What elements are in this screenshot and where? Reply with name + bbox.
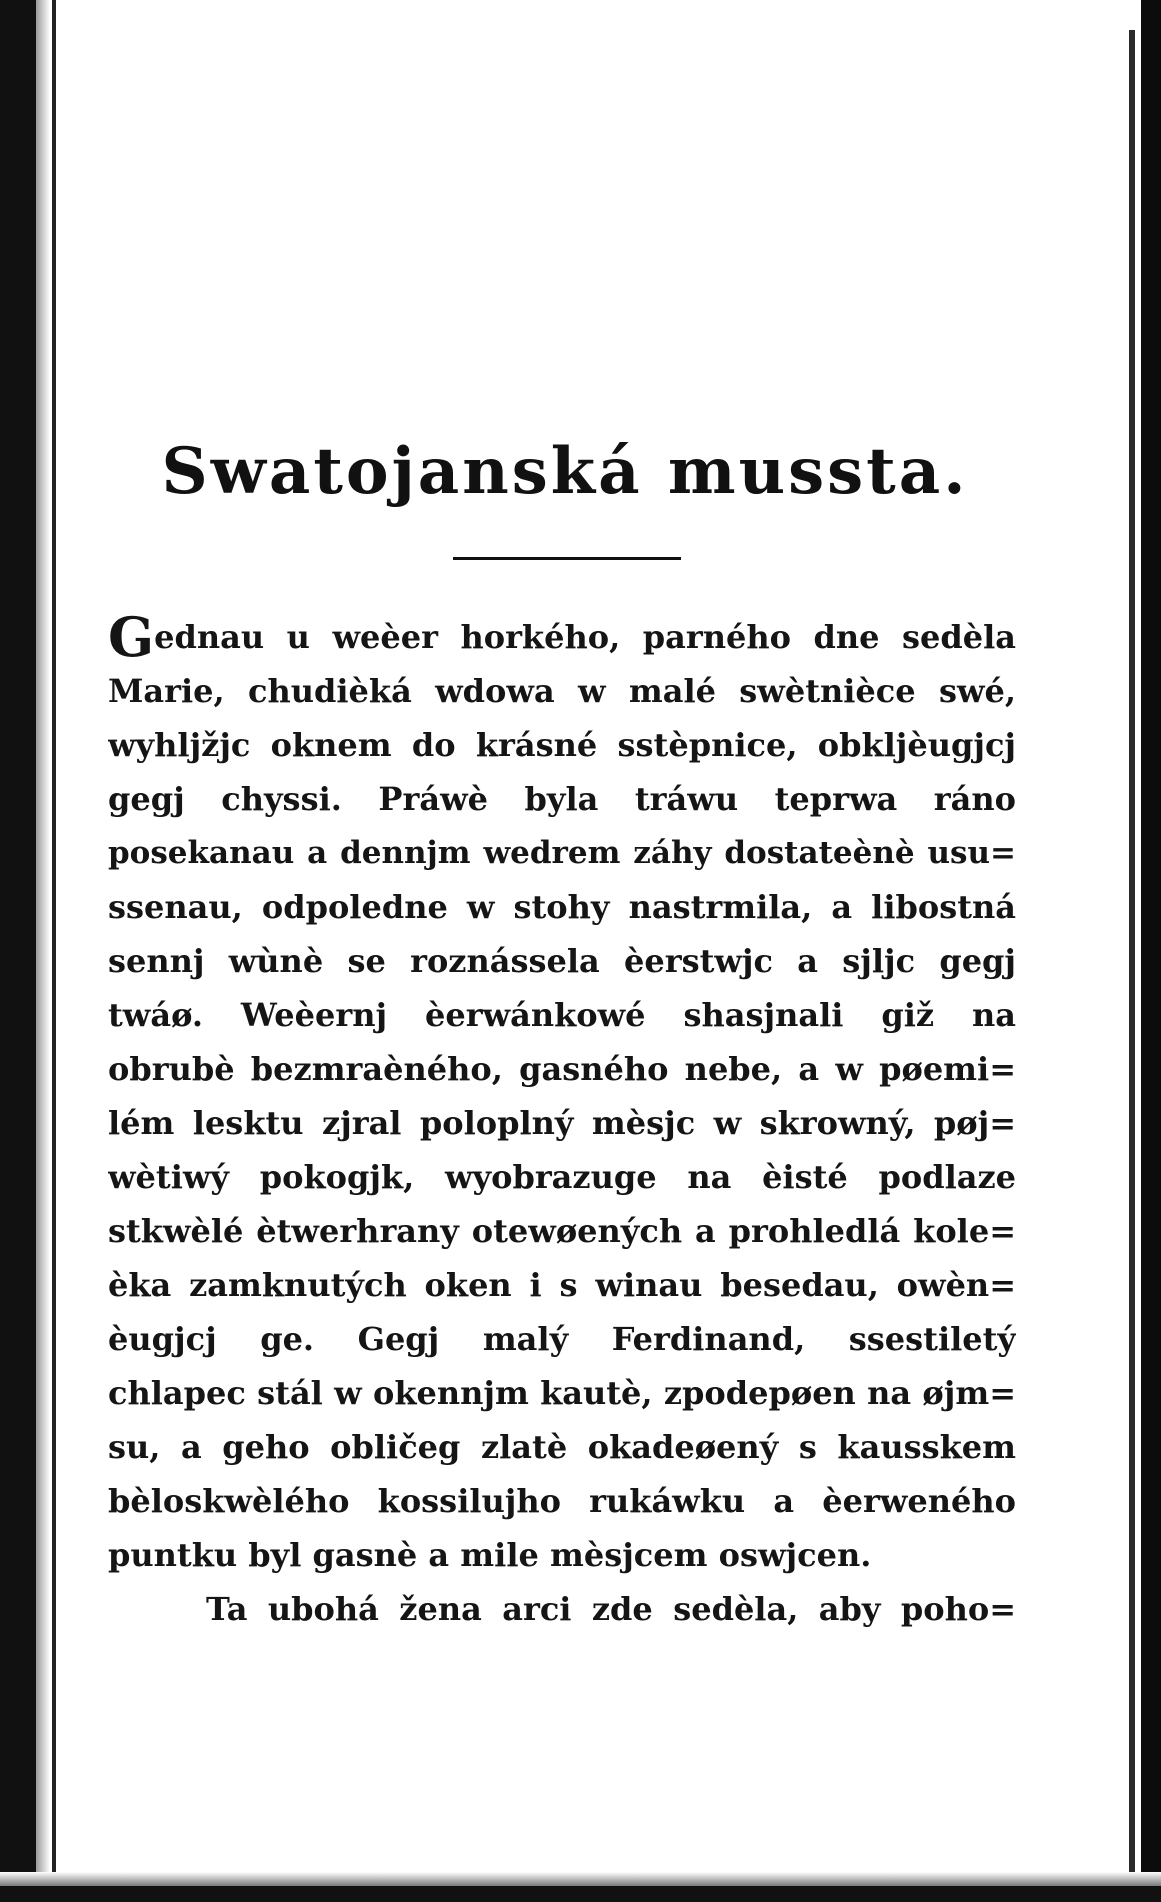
page-edge-line <box>1129 30 1135 1880</box>
chapter-title: Swatojanská mussta. <box>161 434 969 509</box>
body-text <box>108 610 1016 1636</box>
scan-border-bottom <box>0 1886 1161 1902</box>
text-line: su, a geho obličeg zlatè okadeøený s kausskem <box>108 1428 1016 1466</box>
text-line: èugjcj ge. Gegj malý Ferdinand, ssestiletý <box>108 1320 1016 1358</box>
text-line-last: puntku byl gasnè a mile mèsjcem oswjcen. <box>108 1536 872 1574</box>
text-line: Marie, chudièká wdowa w malé swètnièce swé, <box>108 672 1016 710</box>
text-line: stkwèlé ètwerhrany otewøených a prohledlá kole= <box>108 1212 1016 1250</box>
text-line: posekanau a dennjm wedrem záhy dostateènè usu= <box>108 835 1016 871</box>
text-line: obrubè bezmraèného, gasného nebe, a w pøemi= <box>108 1050 1016 1088</box>
binding-shadow <box>36 0 50 1902</box>
text-line: sennj wùnè se roznássela èerstwjc a sjljc gegj <box>108 942 1016 980</box>
text-line: lém lesktu zjral poloplný mèsjc w skrowný, pøj= <box>108 1104 1016 1142</box>
text-line: gegj chyssi. Práwè byla tráwu teprwa ráno <box>108 780 1016 818</box>
text-line: wyhljžjc oknem do krásné sstèpnice, obkljèugjcj <box>108 726 1016 764</box>
text-line: Ta ubohá žena arci zde sedèla, aby poho= <box>206 1590 1016 1628</box>
bottom-shadow <box>0 1872 1161 1886</box>
text-line: èka zamknutých oken i s winau besedau, owèn= <box>108 1266 1016 1304</box>
text-line: chlapec stál w okennjm kautè, zpodepøen na øjm= <box>108 1374 1016 1412</box>
text-line-rest: ednau u weèer horkého, parného dne sedèla <box>154 618 1016 656</box>
drop-cap: G <box>108 610 155 664</box>
text-line: bèloskwèlého kossilujho rukáwku a èerweného <box>108 1482 1016 1520</box>
scan-border-left <box>0 0 36 1902</box>
text-line <box>108 610 1016 664</box>
scan-border-right <box>1141 0 1161 1902</box>
text-line: wètiwý pokogjk, wyobrazuge na èisté podlaze <box>108 1158 1016 1196</box>
book-page <box>108 0 1022 1860</box>
text-line: twáø. Weèernj èerwánkowé shasjnali giž na <box>108 996 1016 1034</box>
title-rule <box>453 557 681 560</box>
text-line: ssenau, odpoledne w stohy nastrmila, a libostná <box>108 888 1016 926</box>
binding-line <box>52 0 56 1902</box>
